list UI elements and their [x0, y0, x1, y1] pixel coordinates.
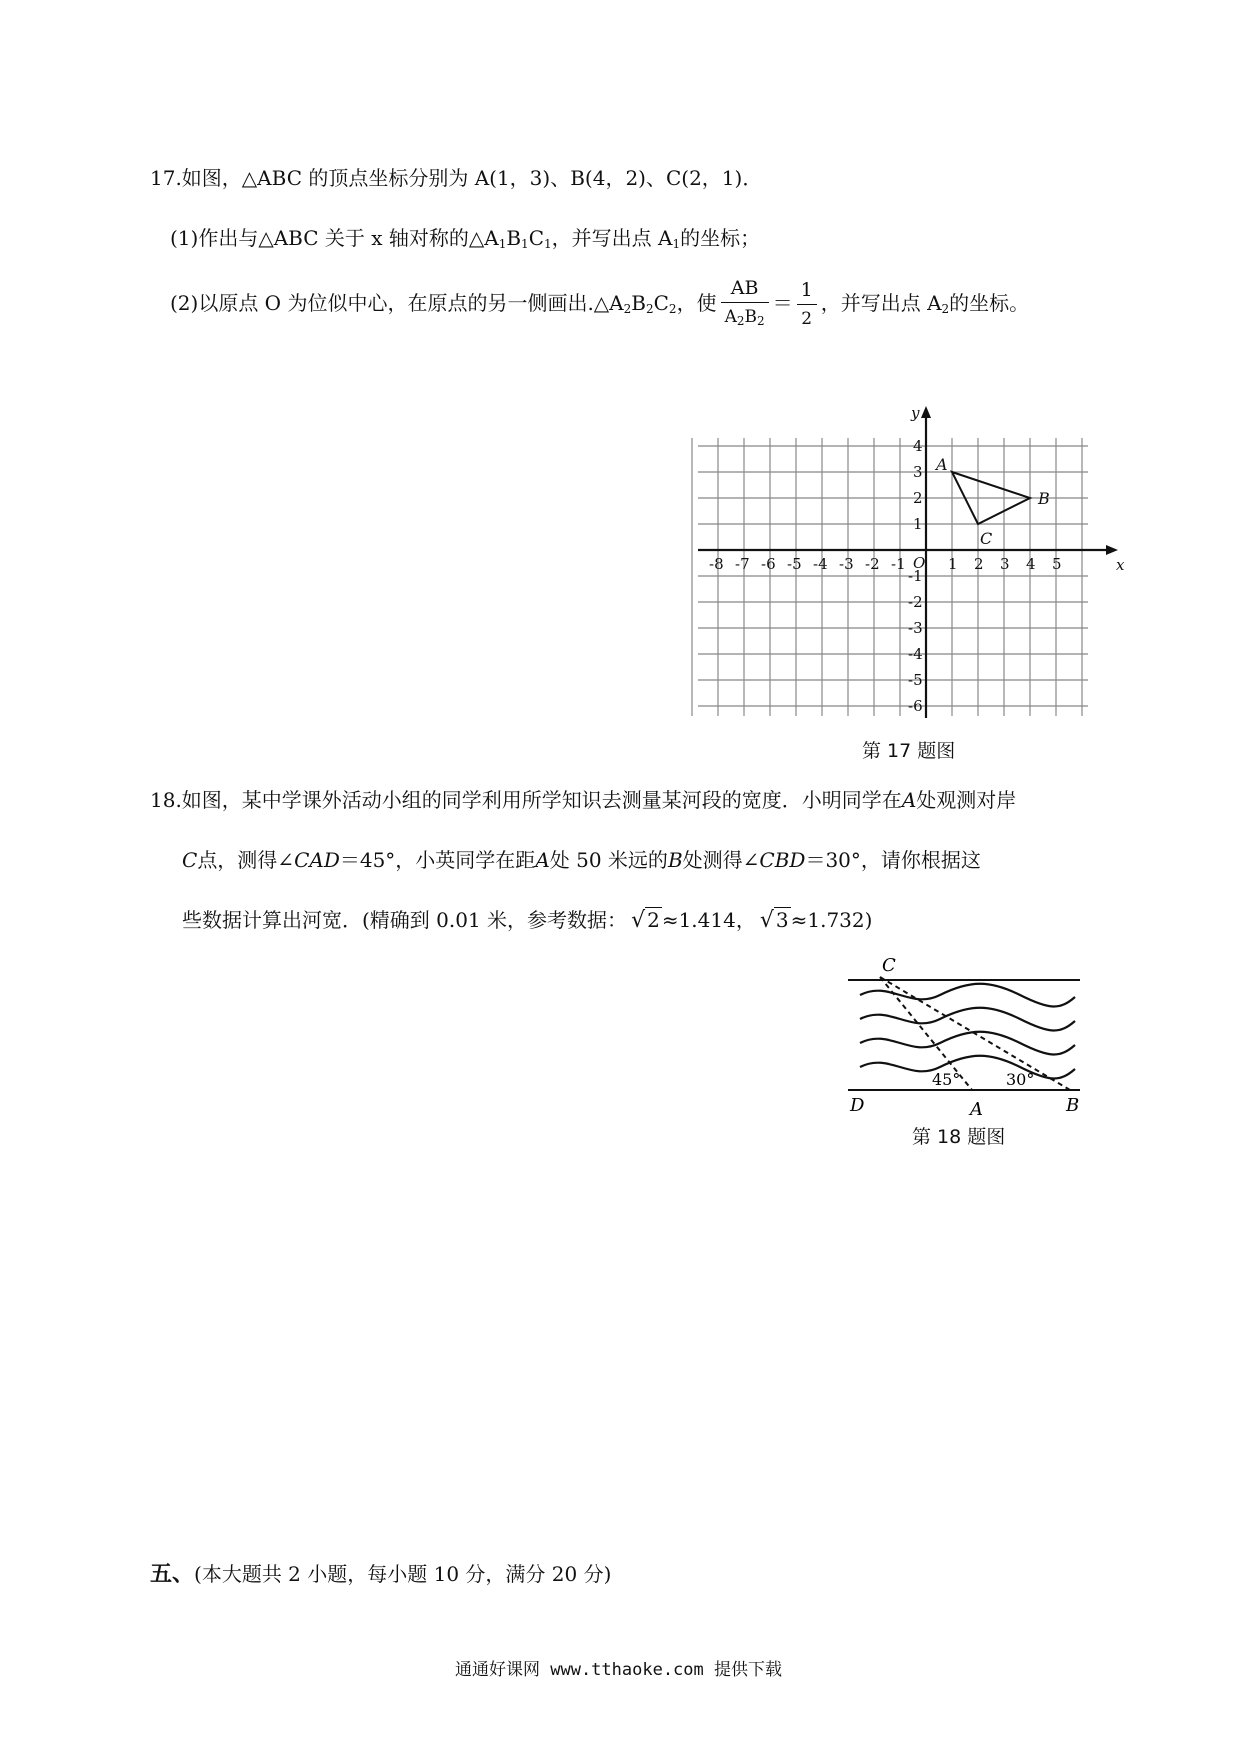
- x-tick-label: -6: [761, 555, 776, 573]
- point-b-label: B: [1066, 1095, 1080, 1116]
- y-tick-label: 1: [913, 515, 923, 533]
- point-label-b: B: [1038, 489, 1050, 508]
- point-a-label: A: [970, 1099, 983, 1120]
- x-tick-label: 3: [1000, 555, 1010, 573]
- x-tick-label: 4: [1026, 555, 1036, 573]
- x-tick-label: 2: [974, 555, 984, 573]
- angle-45-label: 45°: [932, 1070, 961, 1089]
- x-tick-label: -2: [865, 555, 880, 573]
- x-axis-arrow: [1106, 545, 1118, 555]
- y-tick-label: -3: [908, 619, 923, 637]
- sqrt-3: √ 3: [759, 908, 789, 933]
- point-label-a: A: [936, 455, 948, 474]
- ratio-fraction: $\frac{AB}{A_2B_2}$: [721, 276, 769, 333]
- q18-figure-caption: 第 18 题图: [912, 1126, 1006, 1148]
- q17-stem: 17.如图，△ABC 的顶点坐标分别为 A(1，3)、B(4，2)、C(2，1)．: [150, 166, 763, 190]
- section5-heading: 五、(本大题共 2 小题，每小题 10 分，满分 20 分): [150, 1562, 612, 1587]
- y-axis-arrow: [921, 406, 931, 418]
- origin-label: O: [913, 554, 926, 572]
- x-tick-label: 5: [1052, 555, 1062, 573]
- y-tick-label: -4: [908, 645, 923, 663]
- x-tick-label: -3: [839, 555, 854, 573]
- x-tick-label: -5: [787, 555, 802, 573]
- point-d-label: D: [850, 1095, 865, 1116]
- q18-line2: C点，测得∠CAD＝45°，小英同学在距A处 50 米远的B处测得∠CBD＝30°，请你根据这: [182, 848, 981, 872]
- angle-30-label: 30°: [1006, 1070, 1035, 1089]
- x-axis-label: x: [1116, 556, 1125, 574]
- x-tick-label: -8: [709, 555, 724, 573]
- y-tick-label: -1: [908, 567, 923, 585]
- q17-part2: (2)以原点 O 为位似中心，在原点的另一侧画出$.\triangle A_2B_2C_2$，使 $\frac{AB}{A_2B_2}$ ＝ $\frac{1}{2}$ ，并写出点 $A_2$的坐标。: [170, 276, 1029, 333]
- q18-river-figure: [840, 955, 1090, 1120]
- q17-coordinate-grid: [680, 390, 1125, 735]
- y-tick-label: -5: [908, 671, 923, 689]
- x-tick-label: -7: [735, 555, 750, 573]
- point-c-label: C: [882, 955, 896, 976]
- x-tick-label: -4: [813, 555, 828, 573]
- q18-line1: 18.如图，某中学课外活动小组的同学利用所学知识去测量某河段的宽度．小明同学在A处观测对岸: [150, 788, 1017, 812]
- page-footer: 通通好课网 www.tthaoke.com 提供下载: [455, 1660, 782, 1680]
- half-fraction: $\frac{1}{2}$: [797, 278, 817, 331]
- q17-figure-caption: 第 17 题图: [862, 740, 956, 762]
- q17-part1: (1)作出与△ABC 关于 x 轴对称的$\triangle A_1B_1C_1$，并写出点 $A_1$的坐标；: [170, 226, 761, 251]
- point-label-c: C: [980, 529, 993, 548]
- x-tick-label: -1: [891, 555, 906, 573]
- y-axis-label: y: [911, 404, 920, 422]
- y-tick-label: 2: [913, 489, 923, 507]
- y-tick-label: -2: [908, 593, 923, 611]
- y-tick-label: -6: [908, 697, 923, 715]
- sqrt-2: √ 2: [631, 908, 660, 933]
- y-tick-label: 4: [913, 437, 923, 455]
- q18-line3: 些数据计算出河宽．(精确到 0.01 米，参考数据： √ 2 ≈1.414， √ 3 ≈1.732): [182, 908, 873, 933]
- y-tick-label: 3: [913, 463, 923, 481]
- x-tick-label: 1: [948, 555, 958, 573]
